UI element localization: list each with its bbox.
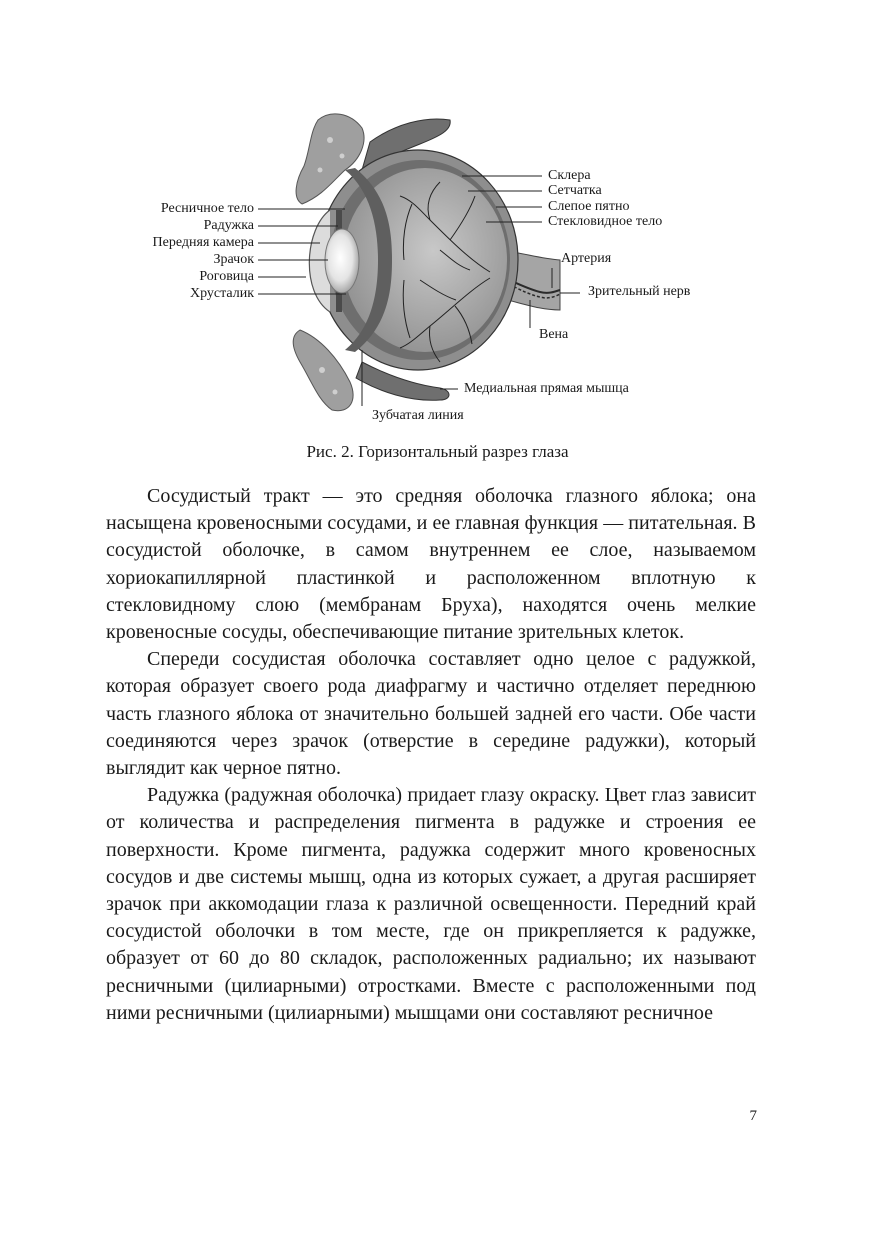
paragraph-3: Радужка (радужная оболочка) придает глазу окраску. Цвет глаз зависит от количества и распределения пигмента в радужке и строения ее поверхности. Кроме пигмента, радужка содержит много кровеносных сосудов и две системы мышц, одна из которых сужает, а другая расширяет зрачок при аккомодации глаза к различной освещенности. Передний край сосудистой оболочки в том месте, где он прикрепляется к радужке, образует от 60 до 80 складок, расположенных радиально; их называют ресничными (цилиарными) отростками. Вместе с расположенными под ними ресничными (цилиарными) мышцами они составляют ресничное (106, 784, 756, 1024)
page-number: 7 (749, 1108, 757, 1124)
label-iris: Радужка (203, 218, 254, 233)
label-retina: Сетчатка (548, 183, 602, 198)
label-blind-spot: Слепое пятно (548, 199, 630, 214)
label-medial-rectus: Медиальная прямая мышца (464, 381, 629, 396)
eye-cross-section-figure (0, 100, 875, 435)
figure-caption: Рис. 2. Горизонтальный разрез глаза (306, 442, 569, 461)
label-cornea: Роговица (199, 269, 254, 284)
paragraph-2: Спереди сосудистая оболочка составляет одно целое с радужкой, которая образует своего рода диафрагму и частично отделяет переднюю часть глазного яблока от значительно большей задней его части. Обе части соединяются через зрачок (отверстие в середине радужки), который выглядит как черное пятно. (106, 648, 756, 780)
lens (325, 229, 359, 293)
label-anterior-chamber: Передняя камера (152, 235, 254, 250)
body-text (106, 483, 756, 1027)
label-vitreous-body: Стекловидное тело (548, 214, 663, 229)
paragraph-1: Сосудистый тракт — это средняя оболочка глазного яблока; она насыщена кровеносными сосудами, и ее главная функция — питательная. В сосудистой оболочке, в самом внутреннем ее слое, называемом хориокапиллярной пластинкой и расположенном вплотную к стекловидному слою (мембранам Бруха), находятся очень мелкие кровеносные сосуды, обеспечивающие питание зрительных клеток. (106, 485, 756, 644)
label-lens: Хрусталик (189, 286, 254, 301)
label-ora-serrata: Зубчатая линия (372, 408, 464, 423)
label-sclera: Склера (548, 168, 591, 183)
label-ciliary-body: Ресничное тело (160, 201, 254, 216)
label-artery: Артерия (561, 251, 612, 266)
label-pupil: Зрачок (213, 252, 254, 267)
label-optic-nerve: Зрительный нерв (588, 284, 691, 299)
eye-illustration (0, 100, 875, 435)
label-vein: Вена (539, 327, 569, 342)
